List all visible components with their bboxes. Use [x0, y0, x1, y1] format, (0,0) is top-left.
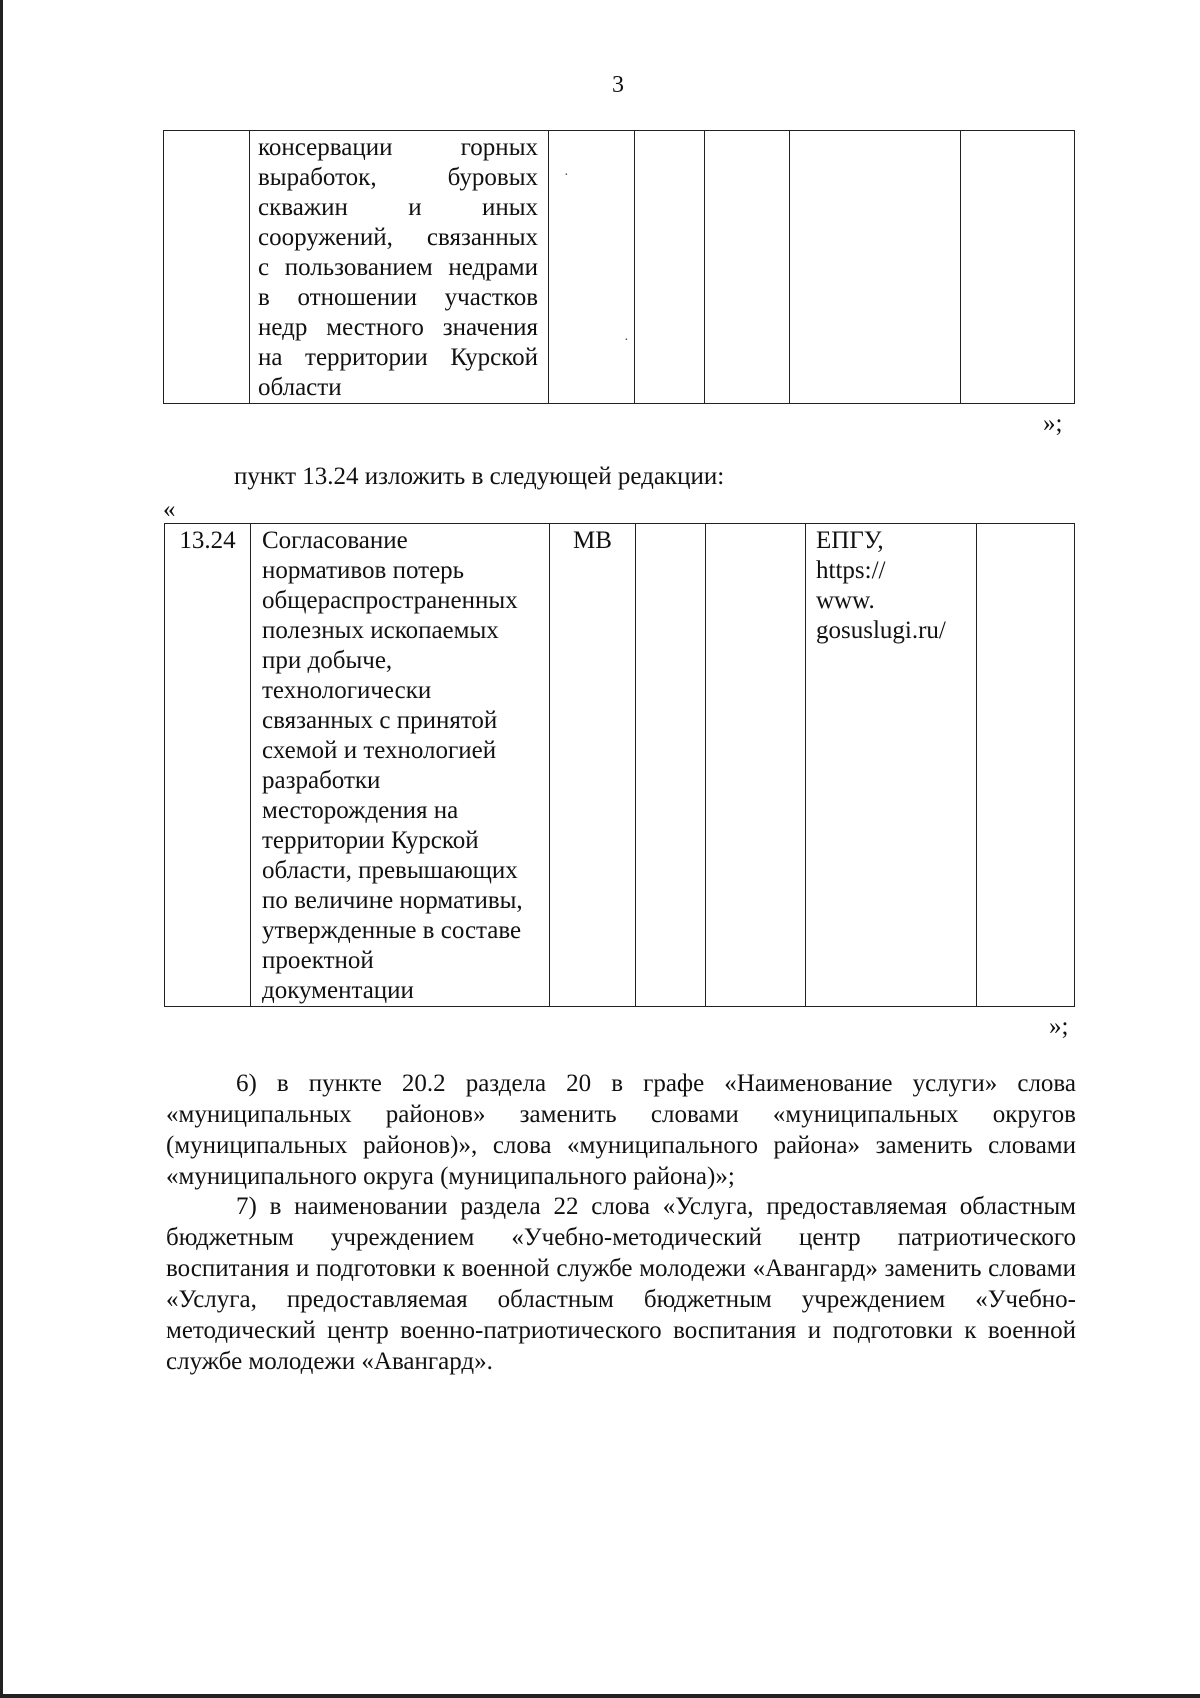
- cell-number: [164, 131, 250, 404]
- description-line: схемой и технологией: [262, 737, 497, 764]
- description-line: недр местного значения: [258, 314, 538, 341]
- description-line: сооружений, связанных: [258, 224, 538, 251]
- cell-portal: [806, 524, 977, 1007]
- services-table-continued: [163, 130, 1075, 404]
- description-line: связанных с принятой: [262, 707, 498, 734]
- table-row: [164, 131, 1075, 404]
- description-line: общераспространенных: [262, 587, 518, 614]
- description-line: на территории Курской: [258, 344, 538, 371]
- portal-line: ЕПГУ,: [816, 527, 884, 554]
- description-line: технологически: [262, 677, 432, 704]
- amendment-paragraph-7: 7) в наименовании раздела 22 слова «Услуга, предоставляемая областным бюджетным учреждением «Учебно-методический центр патриотического воспитания и подготовки к военной службе молодежи «Авангард» заменить словами «Услуга, предоставляемая областным бюджетным учреждением «Учебно-методический центр военно-патриотического воспитания и подготовки к военной службе молодежи «Авангард».: [166, 1193, 1076, 1375]
- description-line: выработок, буровых: [258, 164, 538, 191]
- cell-empty: [635, 131, 705, 404]
- cell-empty: [961, 131, 1075, 404]
- description-line: консервации горных: [258, 134, 538, 161]
- portal-line: gosuslugi.ru/: [816, 617, 946, 644]
- description-line: территории Курской: [262, 827, 479, 854]
- amendment-intro: пункт 13.24 изложить в следующей редакции:: [234, 463, 725, 490]
- scan-speck: ·: [564, 168, 569, 183]
- description-line: проектной: [262, 947, 374, 974]
- page-number: 3: [612, 72, 624, 98]
- portal-line: www.: [816, 587, 875, 614]
- cell-number: 13.24: [165, 524, 251, 1007]
- description-line: скважин и иных: [258, 194, 538, 221]
- closing-quote: »;: [1043, 410, 1063, 437]
- amendment-paragraph-6: 6) в пункте 20.2 раздела 20 в графе «Наименование услуги» слова «муниципальных районов» заменить словами «муниципальных округов (муниципальных районов)», слова «муниципального района» заменить словами «муниципального округа (муниципального района)»;: [166, 1070, 1076, 1190]
- description-line: при добыче,: [262, 647, 393, 674]
- cell-empty: [705, 131, 790, 404]
- cell-agency: [549, 131, 635, 404]
- opening-quote: «: [163, 496, 176, 523]
- scan-edge-left: [0, 0, 3, 1698]
- description-line: документации: [262, 977, 414, 1004]
- cell-service-description: [251, 524, 550, 1007]
- scan-edge-bottom: [0, 1694, 1200, 1698]
- description-line: области, превышающих: [262, 857, 518, 884]
- table-row: [165, 524, 1075, 1007]
- description-line: разработки: [262, 767, 381, 794]
- cell-empty: [636, 524, 706, 1007]
- closing-quote: »;: [1049, 1013, 1069, 1040]
- description-line: утвержденные в составе: [262, 917, 522, 944]
- cell-service-description: [250, 131, 549, 404]
- description-line: месторождения на: [262, 797, 459, 824]
- description-line: нормативов потерь: [262, 557, 465, 584]
- cell-agency: МВ: [550, 524, 636, 1007]
- portal-line: https://: [816, 557, 886, 584]
- cell-empty: [977, 524, 1075, 1007]
- cell-empty: [706, 524, 806, 1007]
- description-line: по величине нормативы,: [262, 887, 523, 914]
- description-line: области: [258, 374, 342, 401]
- description-line: в отношении участков: [258, 284, 538, 311]
- description-line: Согласование: [262, 527, 408, 554]
- description-line: полезных ископаемых: [262, 617, 499, 644]
- cell-portal: [790, 131, 961, 404]
- description-line: с пользованием недрами: [258, 254, 538, 281]
- scan-speck: ·: [624, 333, 629, 348]
- services-table-amended: [164, 523, 1075, 1007]
